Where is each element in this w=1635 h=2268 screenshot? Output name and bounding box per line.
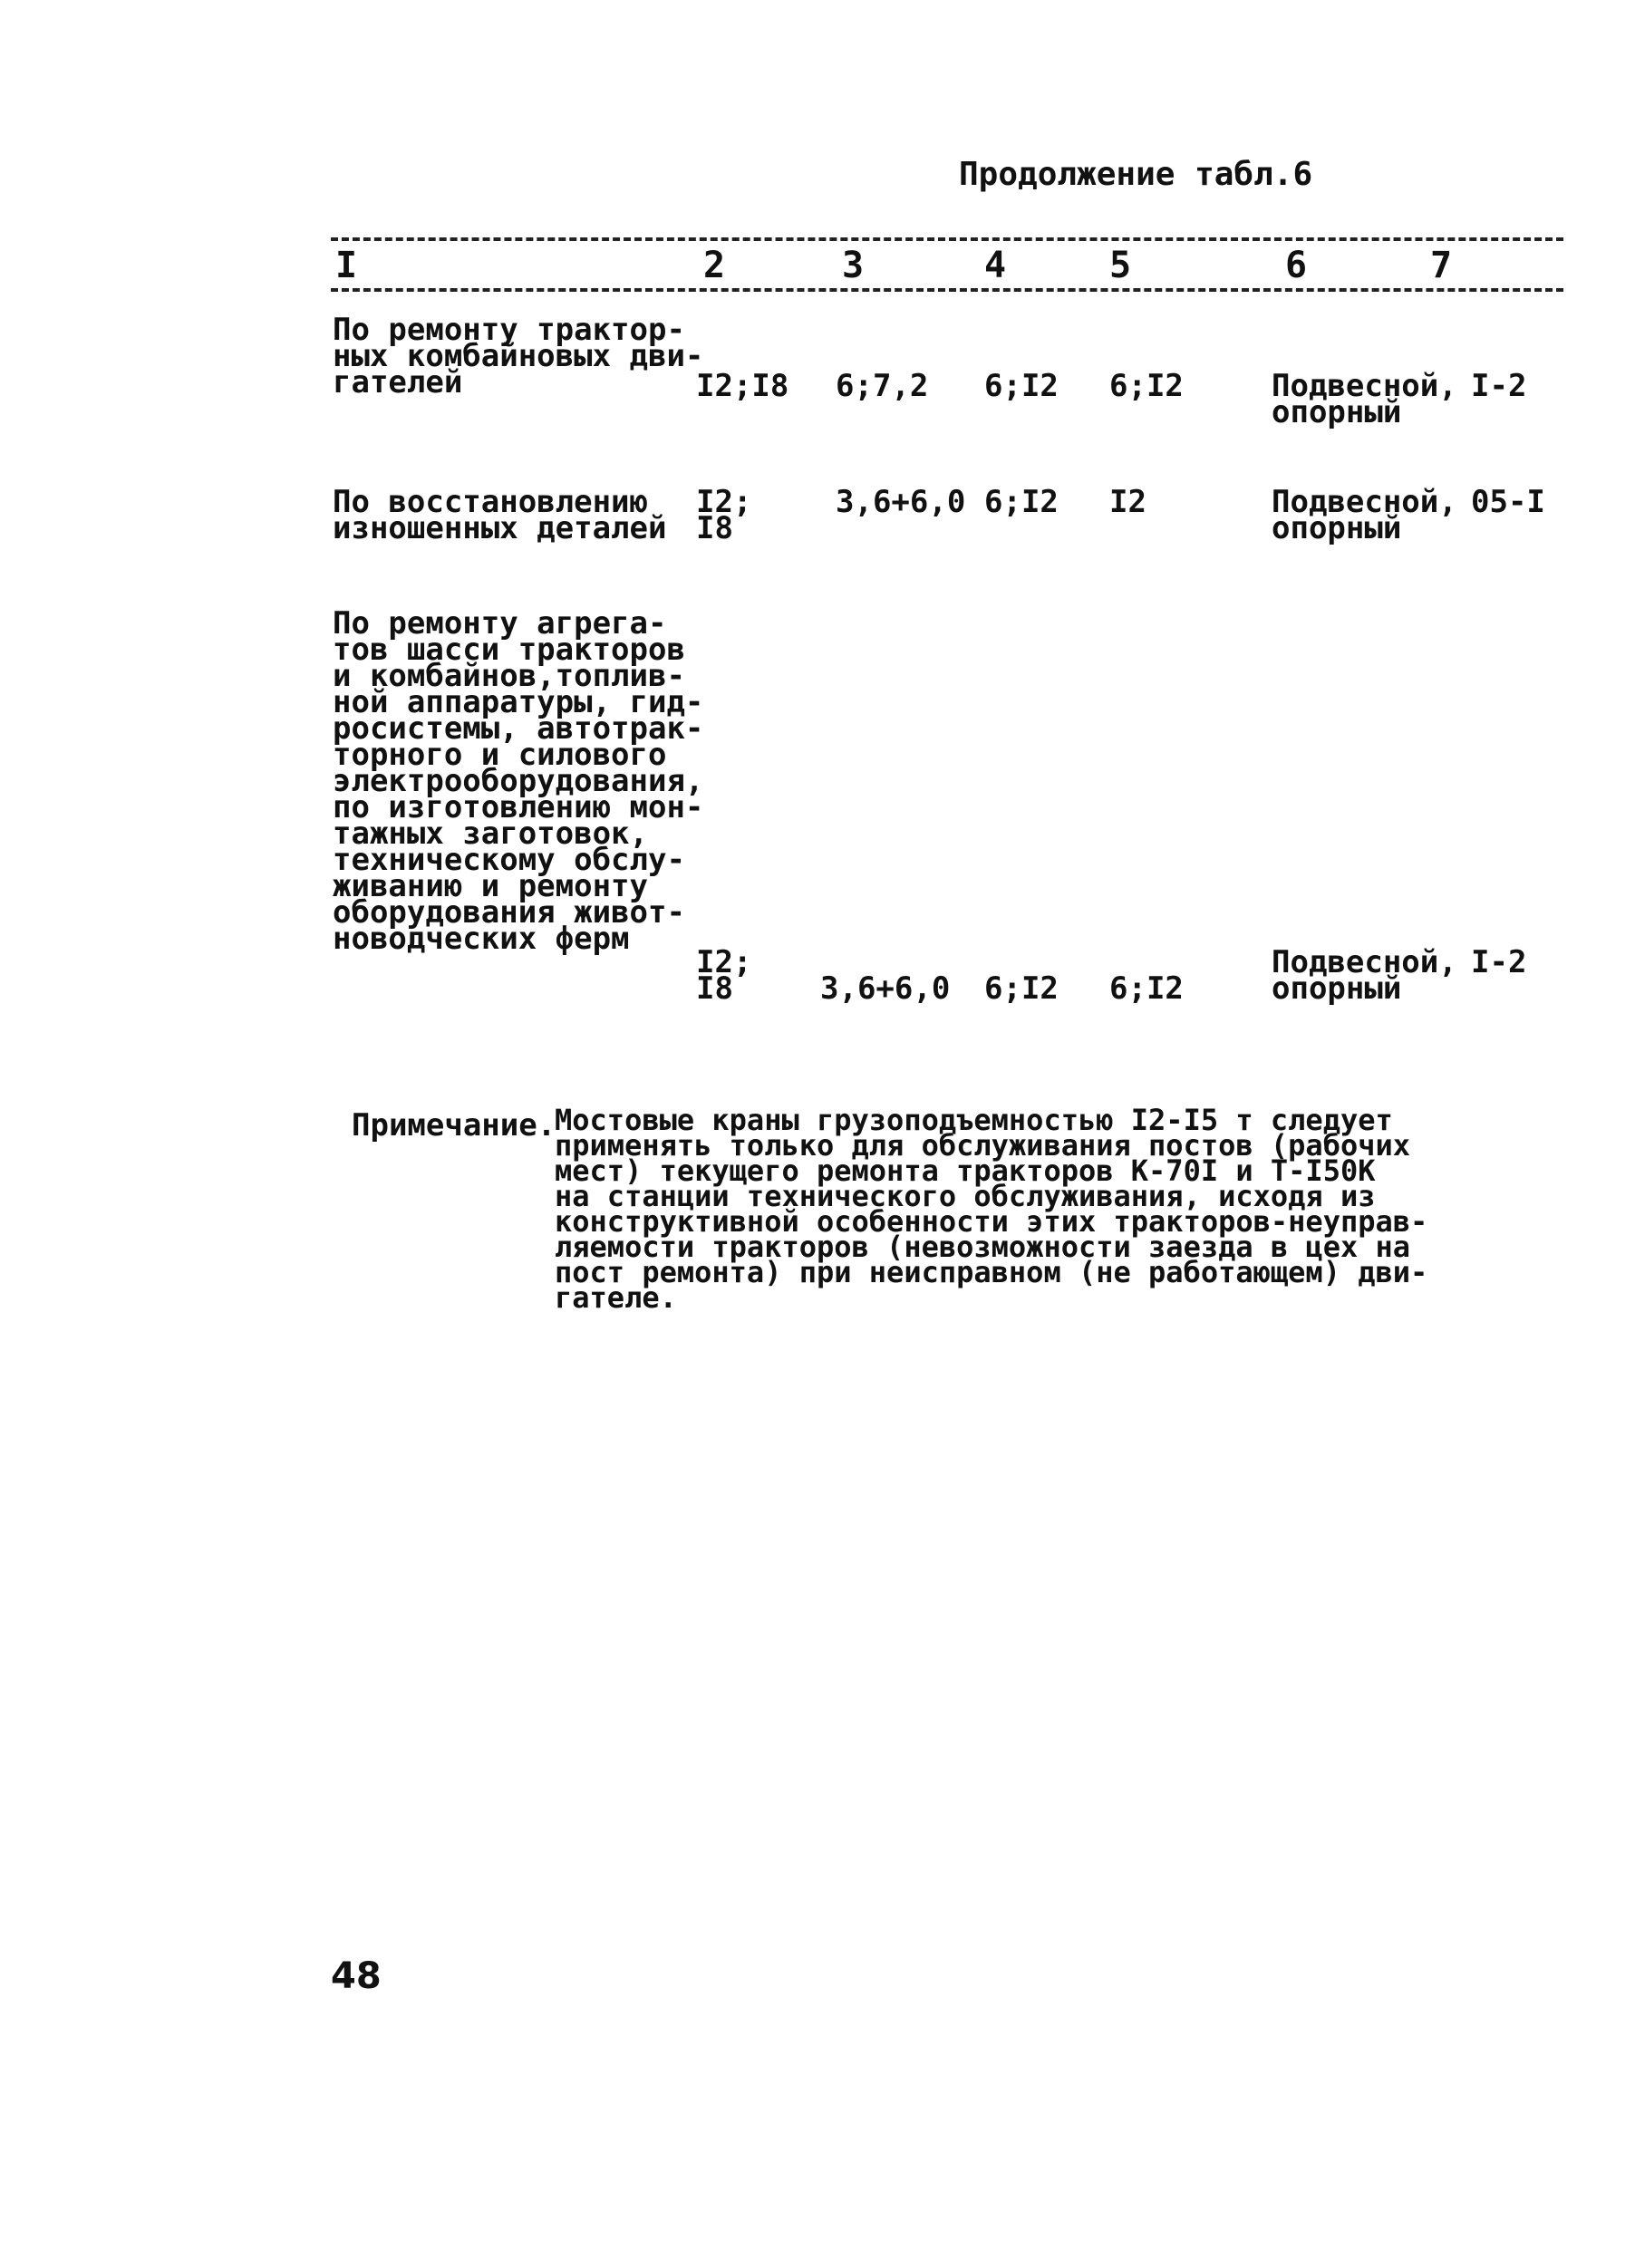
table-top-rule — [331, 237, 1563, 241]
header-col-5: 5 — [1109, 245, 1132, 286]
row-3-col-6: Подвесной, опорный — [1272, 944, 1457, 1007]
table-caption: Продолжение табл.6 — [959, 156, 1313, 193]
header-col-2: 2 — [703, 245, 726, 286]
row-2-col-6: Подвесной, опорный — [1272, 484, 1457, 546]
row-1-col-5: 6;I2 — [1109, 368, 1184, 404]
row-1-col-2: I2;I8 — [696, 368, 789, 404]
row-3-col-3: 3,6+6,0 — [820, 970, 951, 1007]
row-2-col-3: 3,6+6,0 — [836, 484, 966, 520]
header-col-3: 3 — [842, 245, 865, 286]
row-1-col-3: 6;7,2 — [836, 368, 929, 404]
row-1-col-6: Подвесной, опорный — [1272, 368, 1457, 430]
note-text: Мостовые краны грузоподъемностью I2-I5 т следует применять только для обслуживания постов (рабочих мест) текущего ремонта тракторов К-70I и Т-I50К на станции технического обслуживания, исходя из конструктивной особенности этих тракторов-неуправ- ляемости тракторов (невозможности заезда в цех на пост ремонта) при неисправном (не работающем) дви- гателе. — [555, 1103, 1428, 1315]
row-3-col-2: I2; I8 — [696, 944, 752, 1007]
header-col-6: 6 — [1285, 245, 1308, 286]
row-1-name: По ремонту трактор- ных комбайновых дви- гателей — [333, 312, 704, 401]
row-1-col-4: 6;I2 — [984, 368, 1059, 404]
note-label: Примечание. — [352, 1107, 556, 1144]
row-3-col-4: 6;I2 — [984, 970, 1059, 1007]
header-col-7: 7 — [1430, 245, 1453, 286]
row-2-name: По восстановлению изношенных деталей — [333, 484, 667, 546]
row-3-col-5: 6;I2 — [1109, 970, 1184, 1007]
row-1-col-7: I-2 — [1471, 368, 1527, 404]
page-number: 48 — [331, 1955, 382, 1997]
row-3-name: По ремонту агрега- тов шасси тракторов и комбайнов,топлив- ной аппаратуры, гид- росистемы, автотрак- торного и силового электрооборудования, по изготовлению мон- тажных заготовок, техническому обслу- живанию и ремонту оборудования живот- новодческих ферм — [333, 605, 704, 957]
header-col-4: 4 — [984, 245, 1007, 286]
row-3-col-7: I-2 — [1471, 944, 1527, 980]
header-col-1: I — [335, 245, 358, 286]
row-2-col-7: 05-I — [1471, 484, 1545, 520]
row-2-col-2: I2; I8 — [696, 484, 752, 546]
row-2-col-5: I2 — [1109, 484, 1146, 520]
table-header-rule — [331, 288, 1563, 292]
row-2-col-4: 6;I2 — [984, 484, 1059, 520]
